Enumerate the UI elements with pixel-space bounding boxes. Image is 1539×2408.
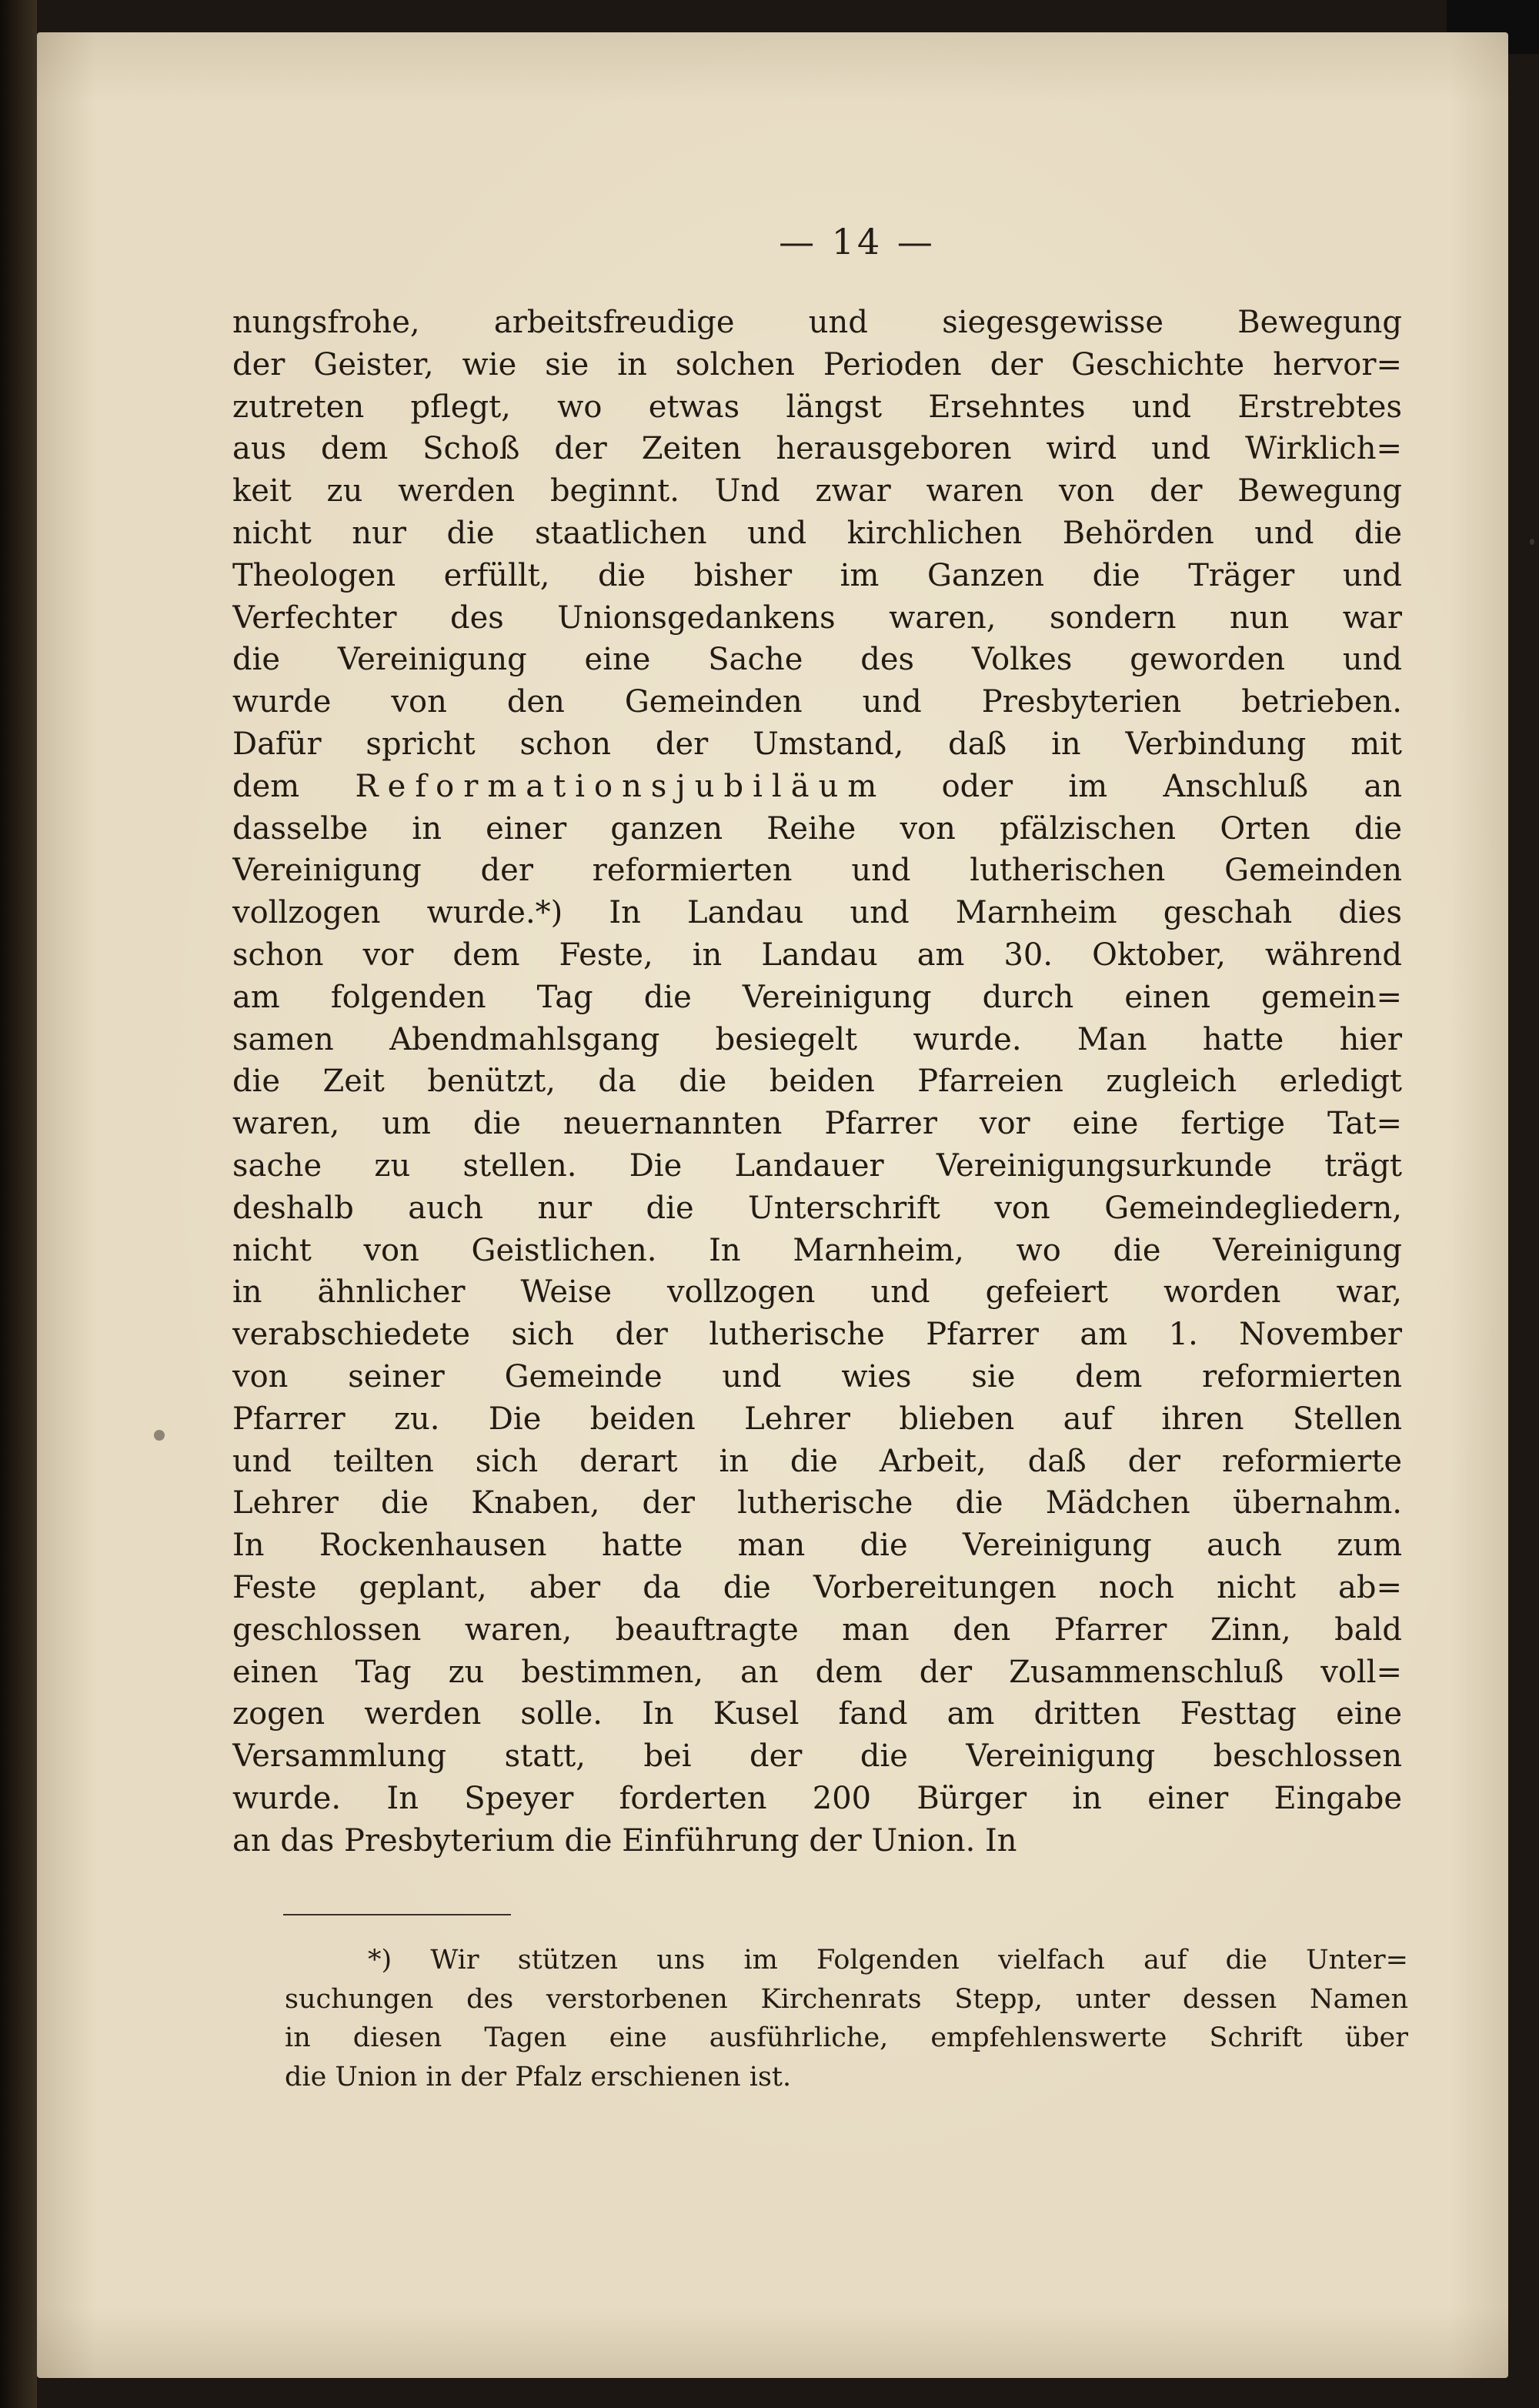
text-line: und teilten sich derart in die Arbeit, daß der reformierte	[232, 1443, 1402, 1479]
text-line: einen Tag zu bestimmen, an dem der Zusammenschluß voll=	[232, 1654, 1402, 1690]
text-line: Versammlung statt, bei der die Vereinigung beschlossen	[232, 1738, 1402, 1775]
book-spine-edge	[0, 0, 37, 2408]
text-line: Verfechter des Unionsgedankens waren, sondern nun war	[232, 599, 1402, 636]
text-line: aus dem Schoß der Zeiten herausgeboren wird und Wirklich=	[232, 431, 1402, 467]
footnote-divider	[283, 1914, 511, 1915]
text-line: wurde von den Gemeinden und Presbyterien betrieben.	[232, 684, 1402, 720]
text-line: dasselbe in einer ganzen Reihe von pfälzischen Orten die	[232, 810, 1402, 847]
text-line: zutreten pflegt, wo etwas längst Ersehntes und Erstrebtes	[232, 389, 1402, 425]
text-line: In Rockenhausen hatte man die Vereinigung auch zum	[232, 1528, 1402, 1564]
text-line: waren, um die neuernannten Pfarrer vor eine fertige Tat=	[232, 1106, 1402, 1142]
footnote-line: *) Wir stützen uns im Folgenden vielfach auf die Unter=	[368, 1945, 1408, 1975]
footnote-line: suchungen des verstorbenen Kirchenrats Stepp, unter dessen Namen	[285, 1983, 1408, 2015]
footnote-line: in diesen Tagen eine ausführliche, empfehlenswerte Schrift über	[285, 2022, 1408, 2053]
paper-speck	[154, 1430, 165, 1441]
text-line: sache zu stellen. Die Landauer Vereinigungsurkunde trägt	[232, 1147, 1402, 1184]
text-line: in ähnlicher Weise vollzogen und gefeiert worden war,	[232, 1274, 1402, 1311]
text-line: nicht nur die staatlichen und kirchlichen Behörden und die	[232, 515, 1402, 551]
text-line: Theologen erfüllt, die bisher im Ganzen die Träger und	[232, 557, 1402, 593]
text-line: zogen werden solle. In Kusel fand am dritten Festtag eine	[232, 1696, 1402, 1732]
text-line: die Vereinigung eine Sache des Volkes geworden und	[232, 642, 1402, 678]
text-line: Lehrer die Knaben, der lutherische die Mädchen übernahm.	[232, 1485, 1402, 1521]
text-line: vollzogen wurde.*) In Landau und Marnheim geschah dies	[232, 895, 1402, 931]
text-line: keit zu werden beginnt. Und zwar waren von der Bewegung	[232, 473, 1402, 509]
text-line: am folgenden Tag die Vereinigung durch einen gemein=	[232, 979, 1402, 1015]
text-line: geschlossen waren, beauftragte man den Pfarrer Zinn, bald	[232, 1611, 1402, 1648]
text-line: der Geister, wie sie in solchen Perioden der Geschichte hervor=	[232, 346, 1402, 382]
text-line: schon vor dem Feste, in Landau am 30. Oktober, während	[232, 937, 1402, 973]
text-line: wurde. In Speyer forderten 200 Bürger in einer Eingabe	[232, 1780, 1402, 1816]
text-line: dem Reformationsjubiläum oder im Anschluß an	[232, 768, 1402, 804]
text-line: Feste geplant, aber da die Vorbereitungen noch nicht ab=	[232, 1569, 1402, 1605]
text-line: nungsfrohe, arbeitsfreudige und siegesgewisse Bewegung	[232, 305, 1402, 340]
main-text-block	[232, 302, 1402, 1862]
text-line: Dafür spricht schon der Umstand, daß in Verbindung mit	[232, 726, 1402, 762]
spaced-emphasis: Reformationsjubiläum	[355, 768, 886, 804]
paper-speck	[1530, 539, 1534, 545]
text-line: samen Abendmahlsgang besiegelt wurde. Man hatte hier	[232, 1021, 1402, 1057]
text-line: deshalb auch nur die Unterschrift von Gemeindegliedern,	[232, 1190, 1402, 1226]
text-line: an das Presbyterium die Einführung der Union. In	[232, 1822, 1017, 1859]
text-line: die Zeit benützt, da die beiden Pfarreien zugleich erledigt	[232, 1064, 1402, 1100]
text-line: Vereinigung der reformierten und lutherischen Gemeinden	[232, 853, 1402, 889]
text-line: von seiner Gemeinde und wies sie dem reformierten	[232, 1358, 1402, 1394]
text-line: nicht von Geistlichen. In Marnheim, wo die Vereinigung	[232, 1232, 1402, 1268]
footnote-line: die Union in der Pfalz erschienen ist.	[285, 2061, 792, 2092]
page-number: — 14 —	[779, 221, 936, 262]
text-line: Pfarrer zu. Die beiden Lehrer blieben auf ihren Stellen	[232, 1401, 1402, 1437]
text-line: verabschiedete sich der lutherische Pfarrer am 1. November	[232, 1317, 1402, 1353]
footnote-block	[285, 1941, 1408, 2096]
